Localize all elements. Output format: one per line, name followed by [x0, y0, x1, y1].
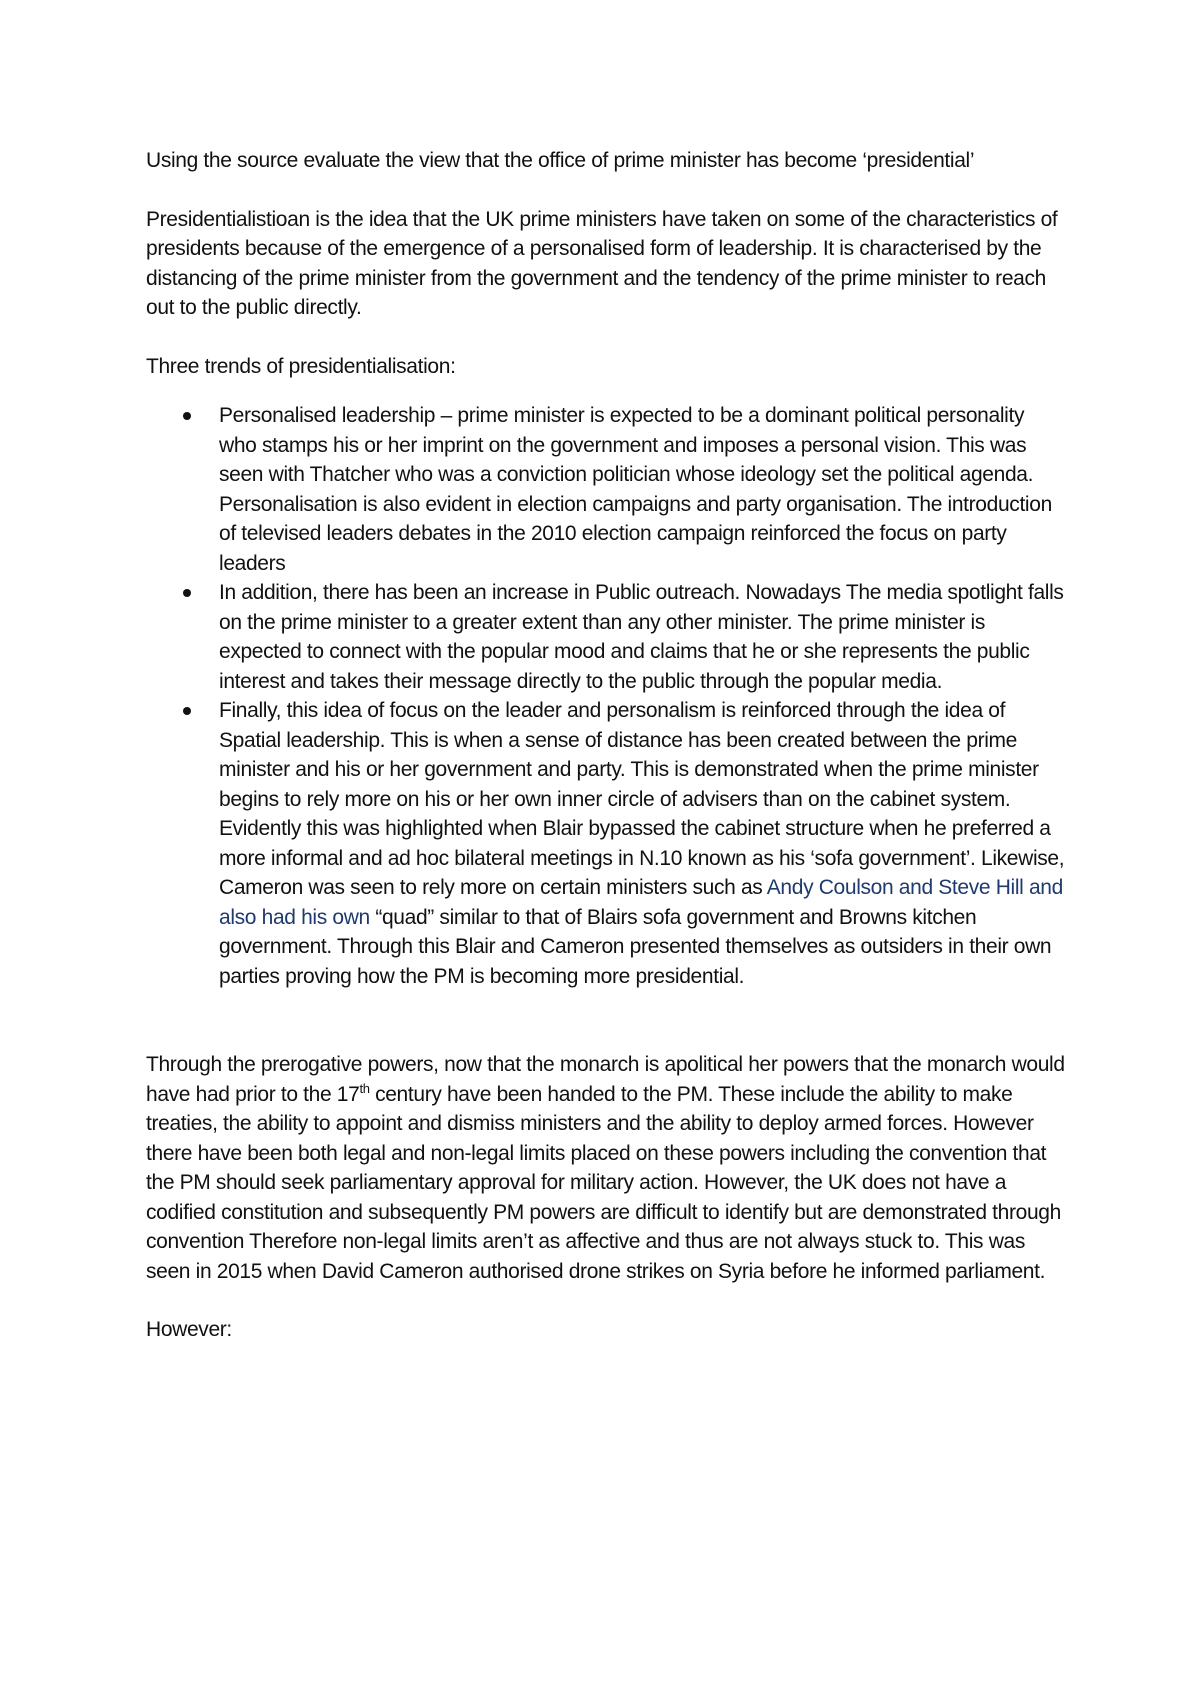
ordinal-superscript: th: [359, 1080, 370, 1096]
document-body: [146, 146, 1066, 1345]
prerogative-text-after: century have been handed to the PM. These include the ability to make treaties, the ability to appoint and dismiss ministers and the ability to deploy armed forces. However there have been both legal and non-legal limits placed on these powers including the convention that the PM should seek parliamentary approval for military action. However, the UK does not have a codified constitution and subsequently PM powers are difficult to identify but are demonstrated through convention Therefore non-legal limits aren’t as affective and thus are not always stuck to. This was seen in 2015 when David Cameron authorised drone strikes on Syria before he informed parliament.: [146, 1082, 1061, 1283]
prerogative-text-before: Through the prerogative powers, now that the monarch is apolitical her powers that the monarch would have had prior to the 17: [146, 1053, 1065, 1106]
bullet-text-part1: Finally, this idea of focus on the leader and personalism is reinforced through the idea of Spatial leadership. This is when a sense of distance has been created between the prime minister and his or her government and party. This is demonstrated when the prime minister begins to rely more on his or her own inner circle of advisers than on the cabinet system. Evidently this was highlighted when Blair bypassed the cabinet structure when he preferred a more informal and ad hoc bilateral meetings in N.10 known as his ‘sofa government’. Likewise, Cameron was seen to rely more on certain ministers such as: [219, 699, 1065, 899]
bullet-icon: [183, 589, 191, 597]
list-item: [146, 401, 1066, 578]
essay-question: Using the source evaluate the view that the office of prime minister has become ‘presidential’: [146, 149, 975, 172]
intro-paragraph: Presidentialistioan is the idea that the UK prime ministers have taken on some of the characteristics of presidents because of the emergence of a personalised form of leadership. It is characterised by the distancing of the prime minister from the government and the tendency of the prime minister to reach out to the public directly.: [146, 207, 1058, 319]
however-paragraph: However:: [146, 1318, 232, 1341]
bullet-text: Personalised leadership – prime minister is expected to be a dominant political personality who stamps his or her imprint on the government and imposes a personal vision. This was seen with Thatcher who was a conviction politician whose ideology set the political agenda. Personalisation is also evident in election campaigns and party organisation. The introduction of televised leaders debates in the 2010 election campaign reinforced the focus on party leaders: [219, 404, 1052, 575]
prerogative-paragraph: [146, 1050, 1066, 1286]
trends-list: [146, 401, 1066, 991]
bullet-text-accent: Andy Coulson and Steve Hill and also had his own: [219, 876, 1063, 929]
bullet-text: In addition, there has been an increase in Public outreach. Nowadays The media spotlight falls on the prime minister to a greater extent than any other minister. The prime minister is expected to connect with the popular mood and claims that he or she represents the public interest and takes their message directly to the public through the popular media.: [219, 581, 1064, 693]
list-item: [146, 578, 1066, 696]
bullet-icon: [183, 707, 191, 715]
bullet-icon: [183, 412, 191, 420]
trends-heading: Three trends of presidentialisation:: [146, 354, 456, 378]
list-item: [146, 696, 1066, 991]
bullet-text-part2: “quad” similar to that of Blairs sofa government and Browns kitchen government. Through this Blair and Cameron presented themselves as outsiders in their own parties proving how the PM is becoming more presidential.: [219, 905, 1052, 988]
